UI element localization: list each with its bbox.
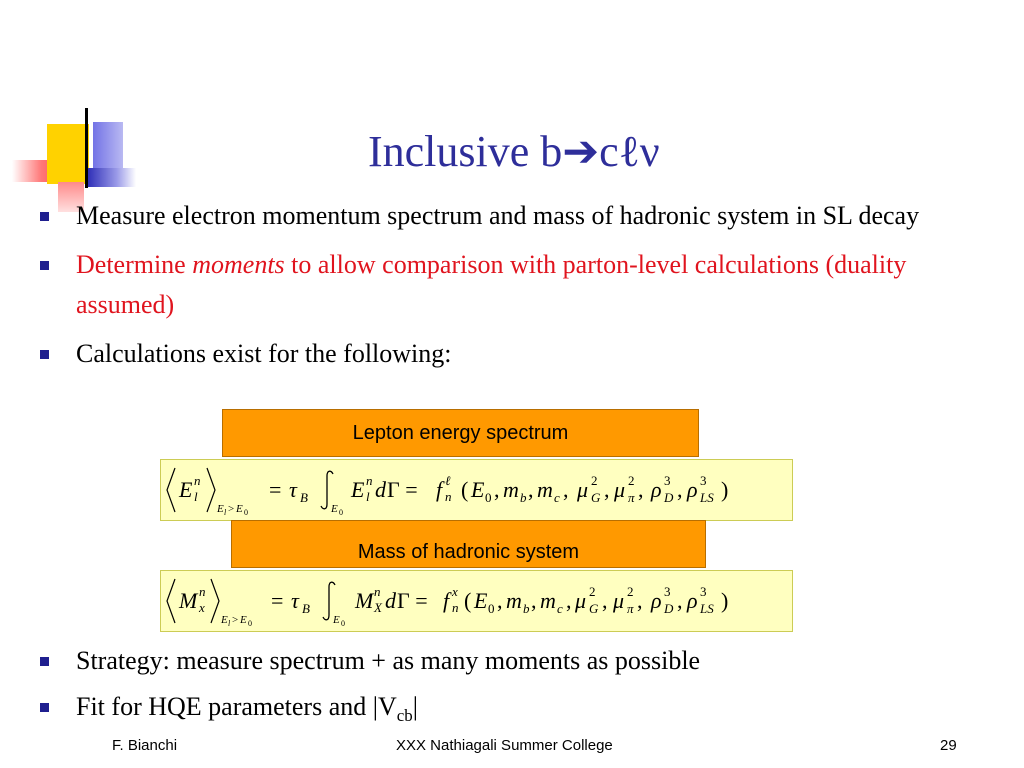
svg-text:,: , [602,588,608,613]
hadronic-moment-equation [160,570,793,632]
svg-text:=: = [269,477,282,502]
svg-text:0: 0 [248,619,252,628]
svg-text:n: n [445,489,452,504]
svg-text:E: E [471,477,485,502]
svg-text:2: 2 [627,584,634,599]
svg-text:,: , [566,588,572,613]
svg-text:m: m [506,588,522,613]
svg-text:D: D [664,490,674,505]
svg-text:E: E [474,588,488,613]
svg-text:n: n [199,584,206,599]
svg-text:0: 0 [341,619,345,628]
svg-text:c: c [557,601,563,616]
svg-text:μ: μ [614,477,626,502]
svg-text:,: , [494,477,500,502]
decorative-yellow-square [47,124,89,184]
svg-text:(: ( [464,588,472,613]
svg-text:B: B [300,490,308,505]
bottom-bullet-list [36,641,936,742]
bullet-list [36,196,936,383]
svg-text:2: 2 [628,473,635,488]
bullet-square-icon [40,261,49,270]
svg-text:M: M [355,588,374,613]
svg-text:0: 0 [339,508,343,517]
footer-event: XXX Nathiagali Summer College [396,737,613,754]
bullet-square-icon [40,212,49,221]
svg-text:,: , [637,588,643,613]
svg-text:n: n [366,473,373,488]
svg-text:,: , [604,477,610,502]
svg-text:LS: LS [700,601,714,616]
bullet-item [36,641,936,681]
svg-text:b: b [520,490,527,505]
svg-text:μ: μ [577,477,589,502]
bullet-square-icon [40,657,49,666]
svg-text:ρ: ρ [651,588,662,613]
lepton-spectrum-box: Lepton energy spectrum [222,409,699,457]
svg-text:(: ( [461,477,469,502]
svg-text:,: , [638,477,644,502]
svg-text:0: 0 [488,601,495,616]
footer-author: F. Bianchi [112,737,178,754]
svg-text:μ: μ [575,588,587,613]
bullet-item [36,245,936,325]
svg-text:ρ: ρ [651,477,662,502]
svg-text:E: E [333,614,340,626]
svg-text:0: 0 [244,508,248,517]
svg-text:>: > [232,614,239,626]
bullet-item [36,687,936,736]
svg-text:l: l [228,619,231,628]
svg-text:l: l [366,489,370,504]
svg-text:ℓ: ℓ [445,473,451,488]
svg-text:=: = [271,588,284,613]
svg-text:π: π [627,601,634,616]
svg-text:): ) [721,477,729,502]
svg-text:d: d [385,588,396,613]
svg-text:f: f [443,588,450,613]
svg-text:ρ: ρ [687,588,698,613]
svg-text:2: 2 [591,473,598,488]
svg-text:μ: μ [613,588,625,613]
svg-text:,: , [531,588,537,613]
bullet-text: Calculations exist for the following: [76,339,452,368]
svg-text:,: , [677,588,683,613]
svg-text:D: D [664,601,674,616]
svg-text:B: B [302,601,310,616]
svg-text:E: E [351,477,365,502]
bullet-text: Measure electron momentum spectrum and mass of hadronic system in SL decay [76,201,920,230]
svg-text:3: 3 [664,473,671,488]
svg-text:l: l [224,508,227,517]
footer-page-number: 29 [940,737,957,754]
svg-text:,: , [563,477,569,502]
svg-text:n: n [374,584,381,599]
svg-text:,: , [677,477,683,502]
svg-text:,: , [497,588,503,613]
svg-text:m: m [537,477,553,502]
svg-text:E: E [236,503,243,515]
svg-text:n: n [452,600,459,615]
svg-text:LS: LS [700,490,714,505]
svg-text:m: m [503,477,519,502]
svg-text:E: E [179,477,193,502]
bullet-text-emphasis: moments [192,250,285,279]
svg-text:3: 3 [700,473,707,488]
svg-text:): ) [721,588,729,613]
svg-text:G: G [591,490,601,505]
bullet-text: Strategy: measure spectrum + as many moments as possible [76,646,701,675]
svg-text:E: E [240,614,247,626]
slide-title: Inclusive b➔cℓν [368,127,660,176]
svg-text:2: 2 [589,584,596,599]
svg-text:0: 0 [485,490,492,505]
decorative-vertical-line [85,108,88,188]
svg-text:3: 3 [700,584,707,599]
bullet-subscript: cb [396,706,413,726]
svg-text:l: l [194,489,198,504]
svg-text:ρ: ρ [687,477,698,502]
bullet-square-icon [40,350,49,359]
lepton-moment-equation [160,459,793,521]
svg-text:τ: τ [289,477,297,502]
bullet-text-pre: Fit for HQE parameters and |V [76,692,397,721]
svg-text:Γ =: Γ = [397,588,428,613]
svg-text:c: c [554,490,560,505]
hadronic-mass-box: Mass of hadronic system [231,520,706,568]
bullet-item [36,334,936,374]
svg-text:M: M [179,588,198,613]
svg-text:τ: τ [291,588,299,613]
svg-text:G: G [589,601,599,616]
svg-text:b: b [523,601,530,616]
svg-text:Γ =: Γ = [387,477,418,502]
decorative-blue-bar [88,168,136,187]
svg-text:E: E [221,614,228,626]
svg-text:m: m [540,588,556,613]
svg-text:d: d [375,477,386,502]
svg-text:3: 3 [664,584,671,599]
bullet-text-post: to allow comparison with parton-level calculations (duality assumed) [76,250,907,319]
bullet-item [36,196,936,236]
svg-text:x: x [199,600,205,615]
svg-text:,: , [528,477,534,502]
svg-text:E: E [217,503,224,515]
bullet-text-pre: Determine [76,250,193,279]
svg-text:n: n [194,473,201,488]
bullet-text-post: | [412,692,418,721]
svg-text:π: π [628,490,635,505]
svg-text:x: x [452,584,458,599]
bullet-square-icon [40,703,49,712]
svg-text:f: f [436,477,443,502]
svg-text:E: E [331,503,338,515]
svg-text:X: X [374,600,382,615]
svg-text:>: > [228,503,235,515]
